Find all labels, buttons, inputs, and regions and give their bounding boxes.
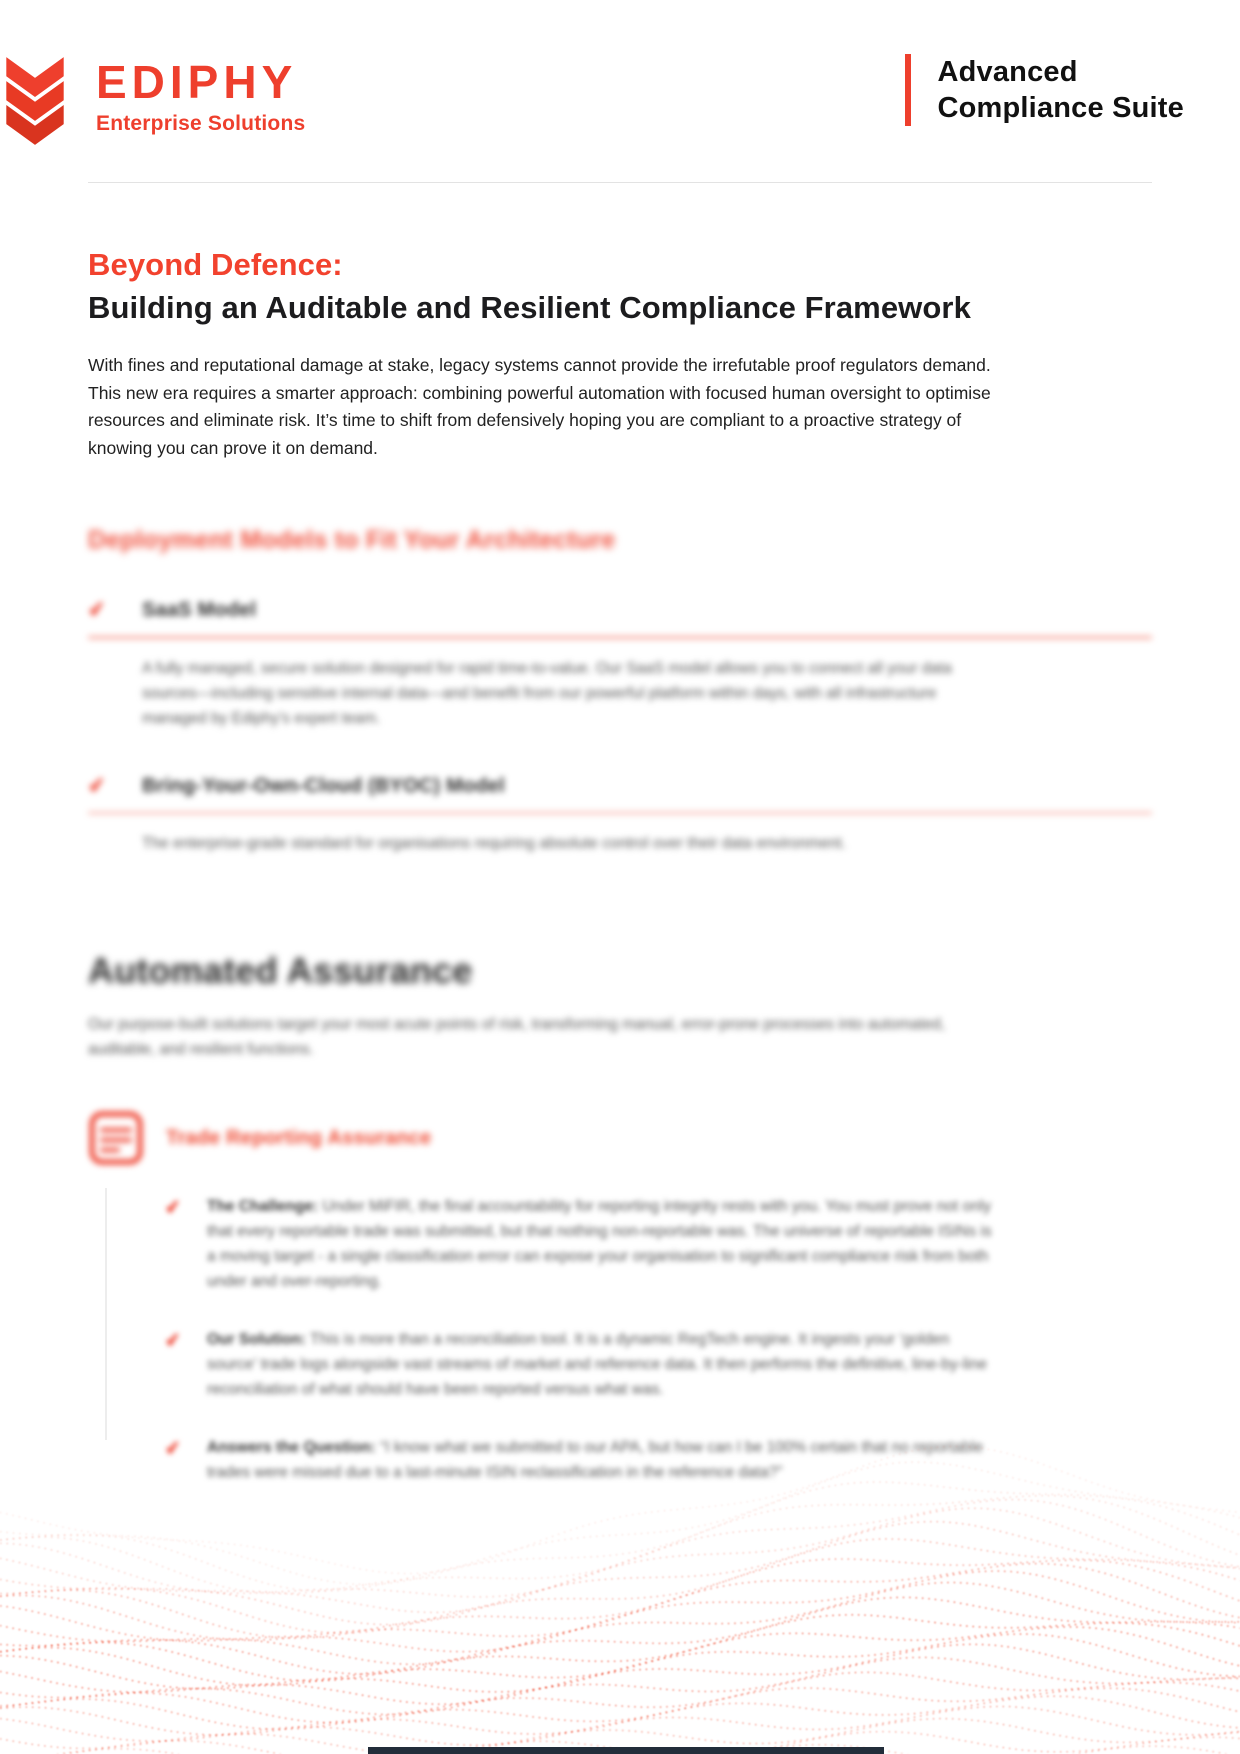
bullet-body: This is more than a reconciliation tool. It is a dynamic RegTech engine. It ingests your ‘golden source’ trade logs alongside vast streams of market and reference data. It then performs the definitive, line-by-line reconciliation of what should have been reported versus what was. bbox=[207, 1331, 987, 1398]
bullet-challenge-text bbox=[207, 1194, 997, 1294]
assurance-intro: Our purpose-built solutions target your most acute points of risk, transforming manual, error-prone processes into automated, auditable, and resilient functions. bbox=[88, 1016, 946, 1058]
bullet-body: Under MiFIR, the final accountability for reporting integrity rests with you. You must prove not only that every reportable trade was submitted, but that nothing non-reportable was. The universe of reportable ISINs is a moving target - a single classification error can expose your organisation to significant compliance risk from both under and over-reporting. bbox=[207, 1198, 992, 1290]
bullet-body: “I know what we submitted to our APA, but how can I be 100% certain that no reportable trades were missed due to a last-minute ISIN reclassification in the reference data?” bbox=[207, 1439, 983, 1481]
model-saas-head bbox=[88, 597, 1152, 622]
bullet-challenge bbox=[165, 1194, 1152, 1294]
bullet-label: Our Solution: bbox=[207, 1331, 307, 1348]
model-byoc bbox=[88, 773, 1152, 857]
product-accent-bar bbox=[905, 54, 911, 126]
bullet-question bbox=[165, 1435, 1152, 1485]
check-icon: ✔ bbox=[163, 1437, 183, 1461]
brand-subtitle: Enterprise Solutions bbox=[96, 111, 306, 135]
check-icon: ✔ bbox=[86, 773, 107, 798]
hero-section bbox=[88, 243, 1152, 462]
brand bbox=[0, 46, 305, 148]
page-title-accent: Beyond Defence: bbox=[88, 247, 343, 282]
deployment-heading: Deployment Models to Fit Your Architecture bbox=[88, 526, 616, 554]
model-byoc-title: Bring-Your-Own-Cloud (BYOC) Model bbox=[142, 774, 505, 797]
model-byoc-head bbox=[88, 773, 1152, 798]
assurance-section bbox=[88, 950, 1152, 1485]
model-byoc-rule bbox=[88, 812, 1152, 815]
header-divider bbox=[88, 182, 1152, 183]
report-icon bbox=[88, 1110, 144, 1166]
brand-name: EDIPHY bbox=[96, 56, 298, 109]
product-text bbox=[937, 54, 1184, 126]
trade-reporting-card-head bbox=[88, 1110, 1152, 1166]
card-vertical-rule bbox=[105, 1188, 107, 1440]
trade-reporting-bullets bbox=[88, 1194, 1152, 1485]
model-saas-title: SaaS Model bbox=[142, 599, 257, 621]
model-saas-body: A fully managed, secure solution designed for rapid time-to-value. Our SaaS model allows you to connect all your data sources—including sensitive internal data—and benefit from our powerful platform within days, with all infrastructure managed by Ediphy’s expert team. bbox=[142, 659, 952, 727]
check-icon: ✔ bbox=[86, 597, 107, 623]
trade-reporting-heading: Trade Reporting Assurance bbox=[166, 1126, 432, 1149]
product-title bbox=[905, 54, 1184, 126]
page-title-main: Building an Auditable and Resilient Compliance Framework bbox=[88, 290, 971, 325]
bottom-bar bbox=[368, 1747, 884, 1754]
ediphy-logo-icon bbox=[0, 46, 70, 148]
bullet-solution bbox=[165, 1327, 1152, 1402]
bullet-question-text bbox=[207, 1435, 997, 1485]
bullet-label: The Challenge: bbox=[207, 1198, 319, 1215]
deployment-section bbox=[88, 526, 1152, 856]
bullet-solution-text bbox=[207, 1327, 997, 1402]
bullet-label: Answers the Question: bbox=[207, 1439, 376, 1456]
product-line-2: Compliance Suite bbox=[937, 92, 1184, 124]
model-saas-rule bbox=[88, 636, 1152, 639]
trade-reporting-card bbox=[88, 1110, 1152, 1485]
model-saas bbox=[88, 597, 1152, 731]
page-title bbox=[88, 243, 1152, 329]
check-icon: ✔ bbox=[163, 1329, 183, 1353]
model-byoc-body: The enterprise-grade standard for organisations requiring absolute control over their data environment. bbox=[142, 835, 846, 852]
product-line-1: Advanced bbox=[937, 56, 1078, 88]
assurance-heading: Automated Assurance bbox=[88, 950, 473, 991]
page-header bbox=[0, 0, 1240, 148]
check-icon: ✔ bbox=[163, 1196, 183, 1220]
intro-paragraph: With fines and reputational damage at stake, legacy systems cannot provide the irrefutable proof regulators demand. This new era requires a smarter approach: combining powerful automation with focused human oversight to optimise resources and eliminate risk. It’s time to shift from defensively hoping you are compliant to a proactive strategy of knowing you can prove it on demand. bbox=[88, 355, 991, 458]
brand-text bbox=[96, 58, 305, 135]
